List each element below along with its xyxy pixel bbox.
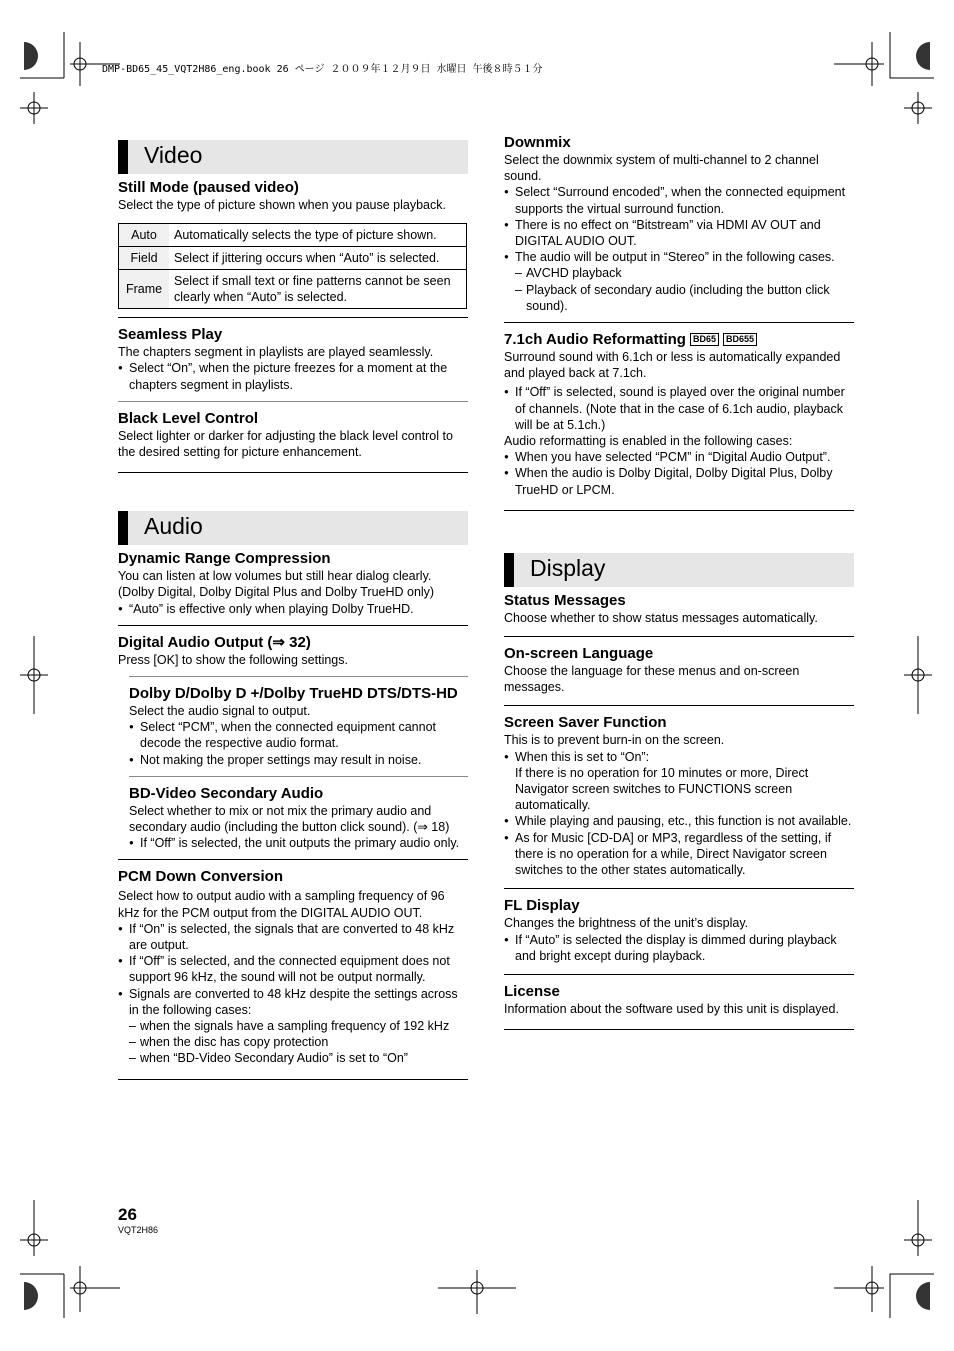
fl-bullet: ● If “Auto” is selected the display is dimmed during playback and bright except during playback.	[504, 932, 854, 964]
divider	[118, 317, 468, 318]
divider	[504, 888, 854, 889]
divider	[504, 705, 854, 706]
bd-secondary-bullet: ● If “Off” is selected, the unit outputs the primary audio only.	[129, 835, 468, 851]
downmix-desc: Select the downmix system of multi-channel to 2 channel sound.	[504, 153, 819, 184]
status-desc: Choose whether to show status messages automatically.	[504, 610, 818, 625]
saver-desc: This is to prevent burn-in on the screen.	[504, 733, 725, 748]
saver-bullet: ● While playing and pausing, etc., this function is not available.	[504, 813, 854, 829]
table-row	[119, 270, 467, 309]
divider	[118, 625, 468, 626]
seamless-bullet: ● Select “On”, when the picture freezes for a moment at the chapters segment in playlists.	[118, 360, 468, 392]
heading-osd-language: On-screen Language	[504, 645, 654, 663]
downmix-bullet: ● Select “Surround encoded”, when the connected equipment supports the virtual surround function.	[504, 184, 854, 216]
downmix-bullet: ● There is no effect on “Bitstream” via HDMI AV OUT and DIGITAL AUDIO OUT.	[504, 217, 854, 249]
heading-bd-secondary: BD-Video Secondary Audio	[129, 784, 324, 802]
still-mode-desc: Select the type of picture shown when you pause playback.	[118, 198, 446, 212]
heading-downmix: Downmix	[504, 134, 571, 151]
heading-black-level: Black Level Control	[118, 409, 259, 427]
heading-fl-display: FL Display	[504, 897, 580, 915]
heading-drc: Dynamic Range Compression	[118, 550, 331, 568]
saver-bullet: ● When this is set to “On”:	[504, 749, 854, 765]
divider	[504, 636, 854, 637]
right-column	[504, 134, 854, 1038]
dolby-bullet: ● Not making the proper settings may result in noise.	[129, 752, 468, 768]
reformat-bullet: ● If “Off” is selected, sound is played over the original number of channels. (Note that in the case of 6.1ch audio, playback will be at 5.1ch.)	[504, 384, 854, 433]
reformat-bullet: ● When the audio is Dolby Digital, Dolby Digital Plus, Dolby TrueHD or LPCM.	[504, 465, 854, 497]
option-key: Field	[119, 247, 170, 270]
divider	[504, 1029, 854, 1030]
file-header-line: DMP-BD65_45_VQT2H86_eng.book 26 ページ ２００９年１２月９日 水曜日 午後８時５１分	[102, 64, 543, 75]
section-title: Audio	[144, 513, 203, 540]
option-text: Select if jittering occurs when “Auto” is selected.	[169, 247, 467, 270]
black-level-desc: Select lighter or darker for adjusting the black level control to the desired setting for picture enhancement.	[118, 428, 453, 460]
option-key: Auto	[119, 224, 170, 247]
divider	[504, 322, 854, 323]
heading-status-messages: Status Messages	[504, 591, 626, 609]
reformat-desc2: Audio reformatting is enabled in the following cases:	[504, 434, 793, 449]
reformat-bullet: ● When you have selected “PCM” in “Digital Audio Output”.	[504, 449, 854, 465]
saver-bullet: ● As for Music [CD-DA] or MP3, regardless of the setting, if there is no operation for a while, Direct Navigator screen switches to the other states automatically.	[504, 830, 854, 879]
heading-dolby: Dolby D/Dolby D +/Dolby TrueHD DTS/DTS-HD	[129, 685, 458, 703]
dolby-desc: Select the audio signal to output.	[129, 704, 311, 719]
divider	[129, 676, 468, 677]
divider	[118, 859, 468, 860]
divider	[118, 472, 468, 473]
heading-digital-audio-output: Digital Audio Output (⇒ 32)	[118, 633, 311, 651]
reformat-title: 7.1ch Audio Reformatting	[504, 331, 686, 349]
section-title: Display	[530, 554, 606, 581]
divider	[118, 1079, 468, 1080]
saver-bullet-continuation: If there is no operation for 10 minutes or more, Direct Navigator screen switches to FUNCTIONS screen automatically.	[515, 765, 809, 813]
option-key: Frame	[119, 270, 170, 309]
dolby-subsection	[118, 685, 468, 768]
heading-seamless-play: Seamless Play	[118, 326, 223, 344]
pcm-bullet: ● If “Off” is selected, and the connected equipment does not support 96 kHz, the sound will not be output normally.	[118, 953, 468, 985]
heading-license: License	[504, 982, 560, 1000]
heading-pcm-down: PCM Down Conversion	[118, 868, 284, 886]
divider	[129, 776, 468, 777]
fl-desc: Changes the brightness of the unit’s display.	[504, 916, 749, 931]
section-header-audio	[118, 511, 468, 545]
heading-reformat	[504, 331, 854, 349]
pcm-dash-item: – when the disc has copy protection	[118, 1034, 468, 1050]
divider	[504, 510, 854, 511]
pcm-bullet: ● If “On” is selected, the signals that are converted to 48 kHz are output.	[118, 921, 468, 953]
document-code: VQT2H86	[118, 1225, 159, 1235]
bd-secondary-desc: Select whether to mix or not mix the primary audio and secondary audio (including the button click sound). (⇒ 18)	[129, 803, 450, 835]
section-title: Video	[144, 142, 203, 168]
drc-desc: You can listen at low volumes but still hear dialog clearly. (Dolby Digital, Dolby Digital Plus and Dolby TrueHD only)	[118, 569, 435, 600]
heading-still-mode: Still Mode (paused video)	[118, 179, 299, 196]
section-header-video	[118, 140, 468, 174]
option-text: Automatically selects the type of picture shown.	[169, 224, 467, 247]
heading-screen-saver: Screen Saver Function	[504, 714, 667, 732]
pcm-down-desc: Select how to output audio with a sampling frequency of 96 kHz for the PCM output from the DIGITAL AUDIO OUT.	[118, 889, 445, 920]
section-header-display	[504, 553, 854, 587]
still-mode-options-table	[118, 223, 467, 309]
model-tag-bd655: BD655	[723, 333, 757, 346]
model-tag-bd65: BD65	[690, 333, 719, 346]
downmix-dash-item: – AVCHD playback	[504, 265, 854, 281]
downmix-bullet: ● The audio will be output in “Stereo” in the following cases.	[504, 249, 854, 265]
page-number: 26	[118, 1205, 137, 1224]
drc-bullet: ● “Auto” is effective only when playing Dolby TrueHD.	[118, 601, 468, 617]
divider	[504, 974, 854, 975]
osd-lang-desc: Choose the language for these menus and on-screen messages.	[504, 664, 800, 695]
digital-out-desc: Press [OK] to show the following settings.	[118, 652, 348, 667]
pcm-dash-item: – when the signals have a sampling frequency of 192 kHz	[118, 1018, 468, 1034]
seamless-desc: The chapters segment in playlists are played seamlessly.	[118, 345, 434, 360]
left-column	[118, 140, 468, 1088]
divider	[118, 401, 468, 402]
table-row	[119, 247, 467, 270]
option-text: Select if small text or fine patterns cannot be seen clearly when “Auto” is selected.	[169, 270, 467, 309]
pcm-bullet: ● Signals are converted to 48 kHz despite the settings across in the following cases:	[118, 986, 468, 1018]
bd-secondary-subsection	[118, 785, 468, 852]
table-row	[119, 224, 467, 247]
license-desc: Information about the software used by this unit is displayed.	[504, 1001, 839, 1016]
reformat-desc: Surround sound with 6.1ch or less is automatically expanded and played back at 7.1ch.	[504, 350, 841, 381]
pcm-dash-item: – when “BD-Video Secondary Audio” is set to “On”	[118, 1050, 468, 1066]
dolby-bullet: ● Select “PCM”, when the connected equipment cannot decode the respective audio format.	[129, 719, 468, 751]
downmix-dash-item: – Playback of secondary audio (including the button click sound).	[504, 282, 854, 314]
